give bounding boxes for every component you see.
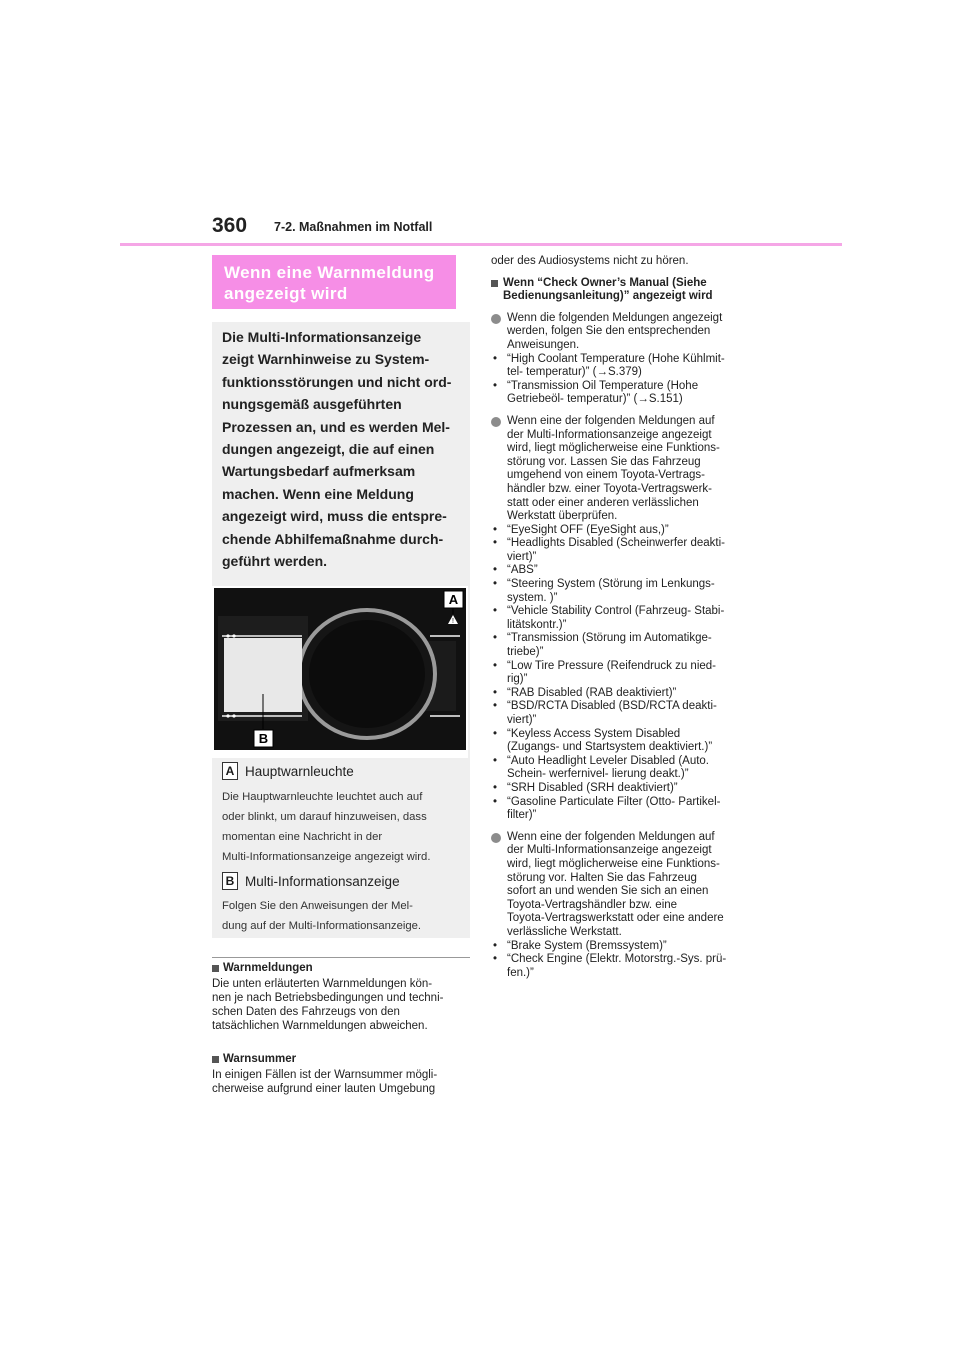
instrument-cluster-illustration [212,586,468,758]
list-item: • “ABS” [491,564,763,578]
intro-box [212,322,470,578]
square-bullet-icon [212,1056,219,1063]
illustration-box [212,578,470,938]
intro-line: funktionsstörungen und nicht ord- [222,373,452,390]
intro-line: dungen angezeigt, die auf einen [222,441,435,458]
body-line: der Multi-Informationsanzeige angezeigt [507,844,712,857]
body-line: schen Daten des Fahrzeugs von den [212,1006,400,1018]
intro-line: chende Abhilfemaßnahme durch- [222,530,444,547]
legend-text-line: Die Hauptwarnleuchte leuchtet auch auf [222,791,423,803]
body-line: cherweise aufgrund einer lauten Umgebung [212,1083,436,1095]
list-item: • “Vehicle Stability Control (Fahrzeug- Stabi- litätskontr.)” [491,605,763,632]
svg-text:!: ! [452,618,454,625]
body-line: störung vor. Lassen Sie das Fahrzeug [507,455,701,468]
circle-bullet-icon [491,314,501,324]
body-line: händler bzw. einer Toyota-Vertragswerk- [507,482,712,495]
body-line: verlässliche Werkstatt. [507,925,622,938]
body-line: Toyota-Vertragswerkstatt oder eine andere [507,912,724,925]
header-divider [120,243,842,246]
list-item: • “Low Tire Pressure (Reifendruck zu nied- rig)” [491,660,763,687]
legend-text-line: Folgen Sie den Anweisungen der Mel- [222,900,413,912]
legend-text-line: Multi-Informationsanzeige angezeigt wird. [222,851,431,863]
check-manual-heading [491,277,763,304]
callout-b-label: B [258,731,269,746]
list-item: • “BSD/RCTA Disabled (BSD/RCTA deakti- viert)” [491,700,763,727]
body-line: Wenn eine der folgenden Meldungen auf [507,414,715,427]
intro-line: Prozessen an, und es werden Mel- [222,418,450,435]
intro-line: nungsgemäß ausgeführten [222,396,402,413]
section-divider [212,957,470,958]
intro-line: Wartungsbedarf aufmerksam [222,463,416,480]
list-item: • “RAB Disabled (RAB deaktiviert)” [491,687,763,701]
bullet-paragraph [491,415,763,524]
list-item: • “Keyless Access System Disabled (Zugangs- und Startsystem deaktiviert.)” [491,728,763,755]
legend-tag-a: A [222,762,238,780]
legend-text-line: dung auf der Multi-Informationsanzeige. [222,920,422,932]
body-line: In einigen Fällen ist der Warnsummer mögli- [212,1069,438,1081]
body-line: statt oder einer anderen verlässlichen [507,496,699,509]
body-line: Toyota-Vertragshändler bzw. eine [507,898,678,911]
list-item: • “Steering System (Störung im Lenkungs- system. )” [491,578,763,605]
intro-line: machen. Wenn eine Meldung [222,485,414,502]
body-line: umgehend von einem Toyota-Vertrags- [507,469,705,482]
section-title-line: Wenn eine Warnmeldung [224,263,435,282]
list-item: • “Auto Headlight Leveler Disabled (Auto. Schein- werfernivel- lierung deakt.)” [491,755,763,782]
warnmeldungen-heading [212,962,313,974]
legend-tag-b: B [222,872,238,890]
legend-b [222,872,400,890]
section-title-box [212,255,456,309]
body-line: Wenn eine der folgenden Meldungen auf [507,830,715,843]
square-bullet-icon [491,280,498,287]
bullet-paragraph [491,312,763,353]
list-item: • “EyeSight OFF (EyeSight aus,)” [491,524,763,538]
page-number: 360 [212,214,248,237]
legend-text-line: momentan eine Nachricht in der [222,831,383,843]
section-title-line: angezeigt wird [224,284,348,303]
body-line: Anweisungen. [507,338,580,351]
body-line: nen je nach Betriebsbedingungen und techni- [212,992,444,1004]
list-item: • “Transmission (Störung im Automatikge- triebe)” [491,632,763,659]
list-item: • “Transmission Oil Temperature (Hohe Getriebeöl- temperatur)” (→S.151) [491,380,763,407]
body-line: störung vor. Halten Sie das Fahrzeug [507,871,697,884]
list-item: • “Gasoline Particulate Filter (Otto- Partikel- filter)” [491,796,763,823]
body-line: tatsächlichen Warnmeldungen abweichen. [212,1020,428,1032]
circle-bullet-icon [491,833,501,843]
intro-line: geführt werden. [222,553,328,570]
intro-line: angezeigt wird, muss die entspre- [222,508,447,525]
callout-a-label: A [448,592,459,607]
right-column [491,255,763,980]
message-list [491,524,763,823]
heading-text: Warnsummer [223,1053,297,1065]
body-line: der Multi-Informationsanzeige angezeigt [507,428,712,441]
intro-line: zeigt Warnhinweise zu System- [222,351,430,368]
circle-bullet-icon [491,417,501,427]
continuation-line: oder des Audiosystems nicht zu hören. [491,255,689,267]
intro-line: Die Multi-Informationsanzeige [222,329,422,345]
body-line: wird, liegt möglicherweise eine Funktions- [507,857,720,870]
legend-text-line: oder blinkt, um darauf hinzuweisen, dass [222,811,427,823]
square-bullet-icon [212,965,219,972]
body-line: Wenn die folgenden Meldungen angezeigt [507,311,723,324]
message-list [491,940,763,981]
bullet-paragraph [491,831,763,940]
list-item: • “SRH Disabled (SRH deaktiviert)” [491,782,763,796]
list-item: • “Headlights Disabled (Scheinwerfer deakti- viert)” [491,537,763,564]
heading-line: Bedienungsanleitung)” angezeigt wird [503,290,713,303]
body-line: sofort an und wenden Sie sich an einen [507,885,709,898]
list-item: • “Check Engine (Elektr. Motorstrg.-Sys. prü- fen.)” [491,953,763,980]
chapter-title: 7-2. Maßnahmen im Notfall [274,220,433,234]
list-item: • “High Coolant Temperature (Hohe Kühlmit- tel- temperatur)” (→S.379) [491,353,763,380]
body-line: Werkstatt überprüfen. [507,510,618,523]
message-list [491,353,763,407]
body-line: Die unten erläuterten Warnmeldungen kön- [212,978,433,990]
heading-text: Warnmeldungen [223,962,313,974]
legend-title-a: Hauptwarnleuchte [245,763,354,779]
legend-title-b: Multi-Informationsanzeige [245,873,400,889]
warnsummer-heading [212,1053,296,1065]
body-line: werden, folgen Sie den entsprechenden [507,325,711,338]
heading-line: Wenn “Check Owner’s Manual (Siehe [503,276,707,289]
body-line: wird, liegt möglicherweise eine Funktions- [507,442,720,455]
legend-a [222,762,354,780]
list-item: • “Brake System (Bremssystem)” [491,940,763,954]
